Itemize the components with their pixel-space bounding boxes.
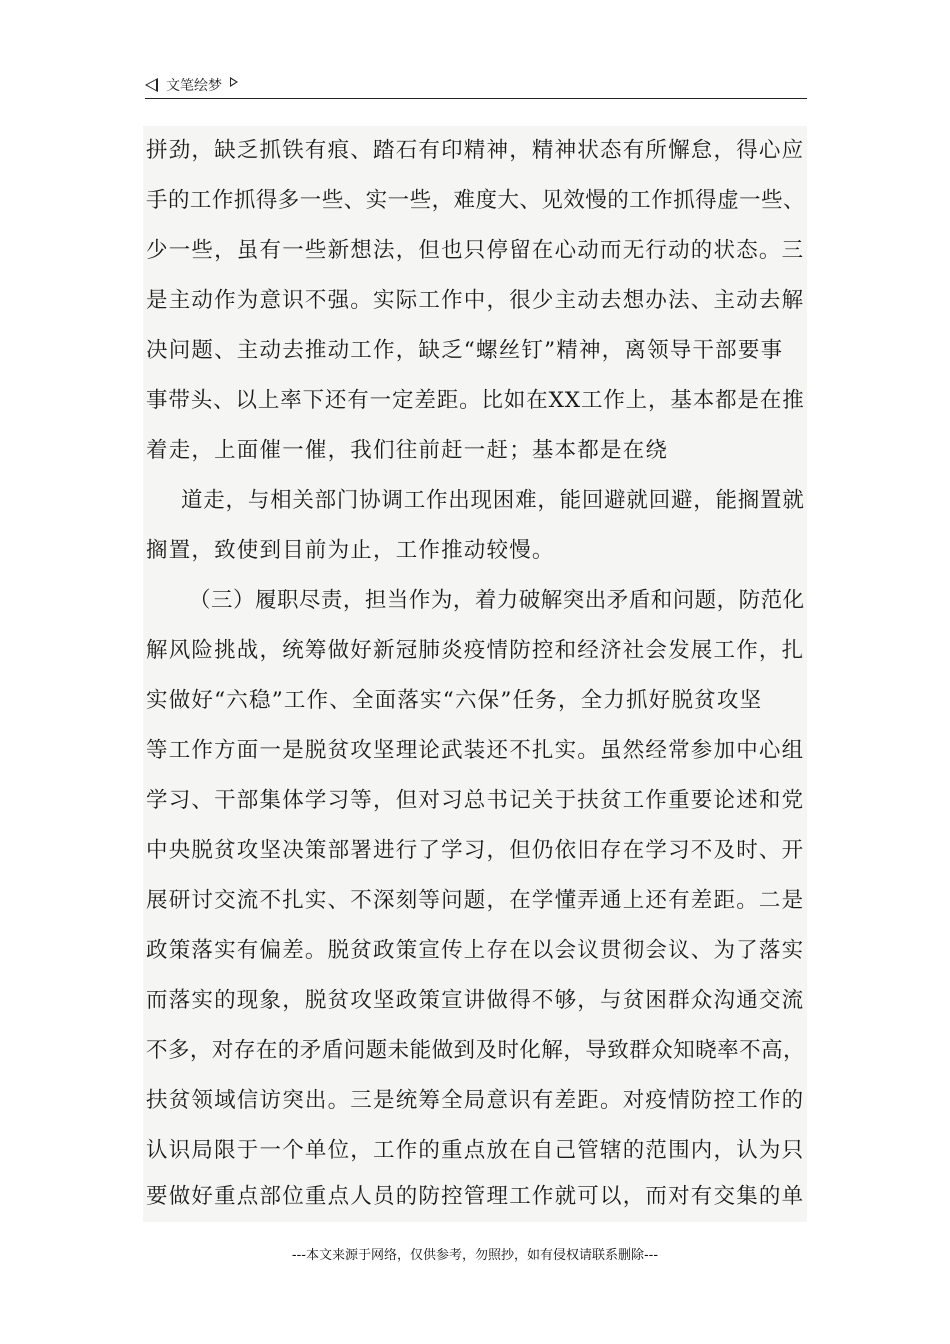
text-line: 拼劲，缺乏抓铁有痕、踏石有印精神，精神状态有所懈怠，得心应 [146, 138, 805, 163]
text-line: 不多，对存在的矛盾问题未能做到及时化解，导致群众知晓率不高， [146, 1038, 806, 1063]
text-line: 是主动作为意识不强。实际工作中，很少主动去想办法、主动去解 [146, 288, 805, 313]
section-heading-line: （三）履职尽责，担当作为，着力破解突出矛盾和问题，防范化 [189, 588, 805, 613]
text-line: 认识局限于一个单位，工作的重点放在自己管辖的范围内，认为只 [146, 1138, 805, 1163]
text-line: 少一些，虽有一些新想法，但也只停留在心动而无行动的状态。三 [146, 238, 805, 263]
triangle-left-icon [145, 78, 158, 92]
footer-disclaimer: ---本文来源于网络，仅供参考，勿照抄，如有侵权请联系删除--- [291, 1248, 659, 1263]
text-line: 事带头、以上率下还有一定差距。比如在XX工作上，基本都是在推 [146, 388, 805, 413]
text-line: 手的工作抓得多一些、实一些，难度大、见效慢的工作抓得虚一些、 [146, 188, 806, 213]
header-title: 文笔绘梦 [166, 78, 222, 94]
text-line: 道走，与相关部门协调工作出现困难，能回避就回避，能搁置就 [181, 488, 805, 513]
text-line: 展研讨交流不扎实、不深刻等问题，在学懂弄通上还有差距。二是 [146, 888, 805, 913]
text-line: 解风险挑战，统筹做好新冠肺炎疫情防控和经济社会发展工作，扎 [146, 638, 805, 663]
text-line: 政策落实有偏差。脱贫政策宣传上存在以会议贯彻会议、为了落实 [146, 938, 805, 963]
text-line: 着走，上面催一催，我们往前赶一赶；基本都是在绕 [146, 438, 669, 463]
text-line: 中央脱贫攻坚决策部署进行了学习，但仍依旧存在学习不及时、开 [146, 838, 805, 863]
document-body [143, 126, 807, 1222]
text-line: 学习、干部集体学习等，但对习总书记关于扶贫工作重要论述和党 [146, 788, 805, 813]
text-line: 要做好重点部位重点人员的防控管理工作就可以，而对有交集的单 [146, 1184, 805, 1209]
text-line: 实做好“六稳”工作、全面落实“六保”任务，全力抓好脱贫攻坚 [146, 688, 763, 713]
text-line: 搁置，致使到目前为止，工作推动较慢。 [146, 538, 555, 563]
text-line: 等工作方面一是脱贫攻坚理论武装还不扎实。虽然经常参加中心组 [146, 738, 805, 763]
triangle-right-icon [230, 77, 238, 87]
text-line: 而落实的现象，脱贫攻坚政策宣讲做得不够，与贫困群众沟通交流 [146, 988, 805, 1013]
page-header [145, 72, 807, 99]
text-line: 扶贫领域信访突出。三是统筹全局意识有差距。对疫情防控工作的 [146, 1088, 805, 1113]
text-line: 决问题、主动去推动工作，缺乏“螺丝钉”精神，离领导干部要事 [146, 338, 784, 363]
